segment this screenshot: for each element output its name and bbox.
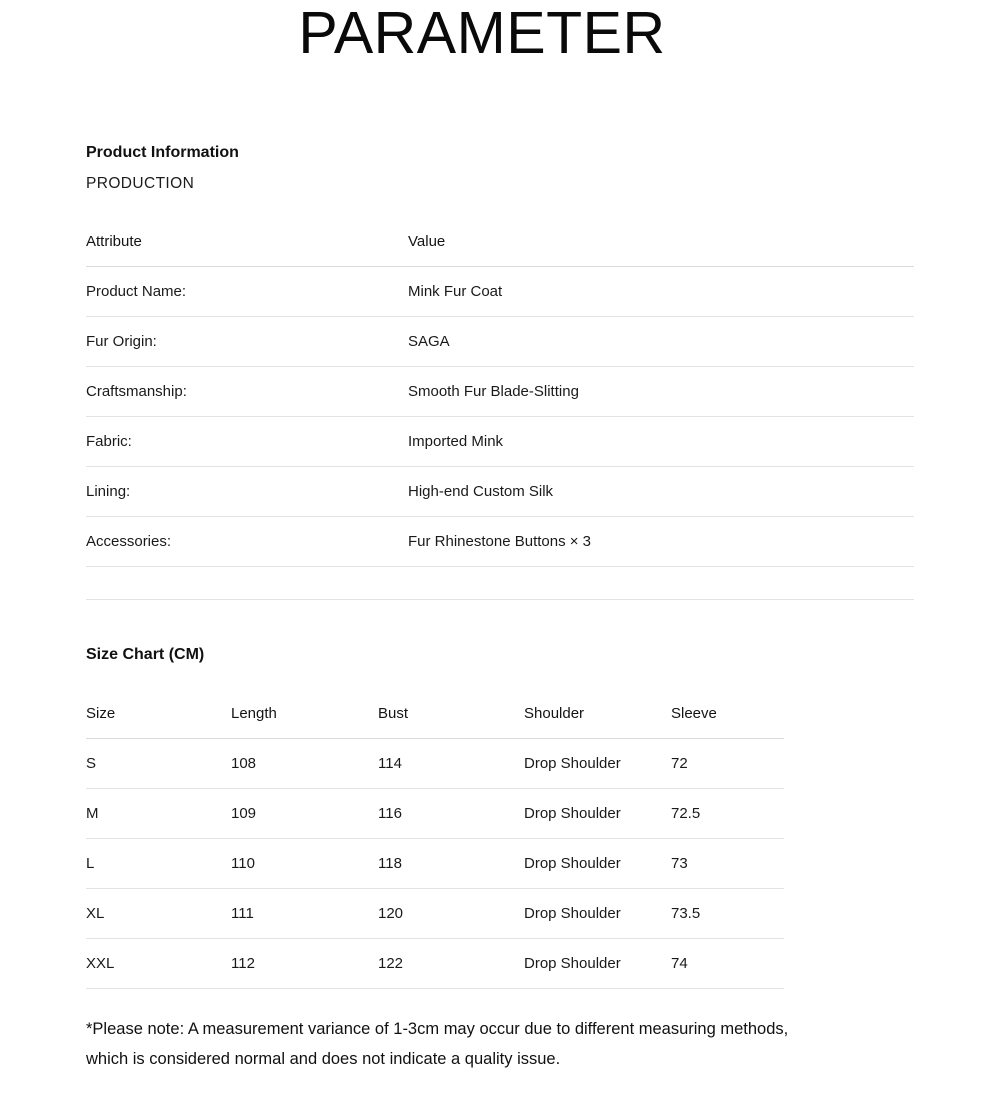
sleeve-column-header: Sleeve <box>671 705 784 739</box>
attr-value: SAGA <box>408 317 914 367</box>
measurement-note <box>86 1014 914 1074</box>
sleeve-cell: 72 <box>671 739 784 789</box>
table-row <box>86 317 914 367</box>
length-cell: 108 <box>231 739 378 789</box>
length-cell: 111 <box>231 889 378 939</box>
bust-cell: 114 <box>378 739 524 789</box>
bust-cell: 120 <box>378 889 524 939</box>
attr-value <box>408 567 914 600</box>
attr-label: Craftsmanship: <box>86 367 408 417</box>
shoulder-column-header: Shoulder <box>524 705 671 739</box>
sleeve-cell: 73 <box>671 839 784 889</box>
length-column-header: Length <box>231 705 378 739</box>
bust-cell: 118 <box>378 839 524 889</box>
attr-value: Fur Rhinestone Buttons × 3 <box>408 517 914 567</box>
bust-cell: 116 <box>378 789 524 839</box>
table-row <box>86 367 914 417</box>
attr-label: Fur Origin: <box>86 317 408 367</box>
bust-column-header: Bust <box>378 705 524 739</box>
length-cell: 109 <box>231 789 378 839</box>
attr-label: Fabric: <box>86 417 408 467</box>
value-column-header: Value <box>408 233 914 267</box>
table-row <box>86 839 784 889</box>
note-line-1: *Please note: A measurement variance of 1-3cm may occur due to different measuring methods, <box>86 1020 789 1038</box>
note-line-2: which is considered normal and does not indicate a quality issue. <box>86 1050 561 1068</box>
content-area <box>86 144 914 1074</box>
bust-cell: 122 <box>378 939 524 989</box>
table-row <box>86 789 784 839</box>
table-row <box>86 417 914 467</box>
product-info-heading: Product Information <box>86 144 239 161</box>
shoulder-cell: Drop Shoulder <box>524 739 671 789</box>
length-cell: 112 <box>231 939 378 989</box>
attr-table-header-row <box>86 233 914 267</box>
shoulder-cell: Drop Shoulder <box>524 939 671 989</box>
table-row <box>86 517 914 567</box>
size-cell: M <box>86 789 231 839</box>
size-cell: XL <box>86 889 231 939</box>
shoulder-cell: Drop Shoulder <box>524 889 671 939</box>
size-cell: XXL <box>86 939 231 989</box>
table-row <box>86 739 784 789</box>
attr-label: Product Name: <box>86 267 408 317</box>
table-row-empty <box>86 567 914 600</box>
sleeve-cell: 73.5 <box>671 889 784 939</box>
table-row <box>86 939 784 989</box>
size-table-header-row <box>86 705 784 739</box>
attr-value: High-end Custom Silk <box>408 467 914 517</box>
sleeve-cell: 72.5 <box>671 789 784 839</box>
attr-column-header: Attribute <box>86 233 408 267</box>
table-row <box>86 889 784 939</box>
sleeve-cell: 74 <box>671 939 784 989</box>
page-title: PARAMETER <box>298 0 666 66</box>
attr-label: Lining: <box>86 467 408 517</box>
attr-value: Mink Fur Coat <box>408 267 914 317</box>
size-column-header: Size <box>86 705 231 739</box>
length-cell: 110 <box>231 839 378 889</box>
attr-label <box>86 567 408 600</box>
size-cell: L <box>86 839 231 889</box>
shoulder-cell: Drop Shoulder <box>524 789 671 839</box>
size-cell: S <box>86 739 231 789</box>
table-row <box>86 267 914 317</box>
size-chart-table <box>86 705 784 989</box>
product-info-table <box>86 233 914 600</box>
product-info-subheading: PRODUCTION <box>86 175 195 192</box>
attr-label: Accessories: <box>86 517 408 567</box>
size-chart-heading: Size Chart (CM) <box>86 646 205 663</box>
attr-value: Smooth Fur Blade-Slitting <box>408 367 914 417</box>
attr-value: Imported Mink <box>408 417 914 467</box>
shoulder-cell: Drop Shoulder <box>524 839 671 889</box>
table-row <box>86 467 914 517</box>
